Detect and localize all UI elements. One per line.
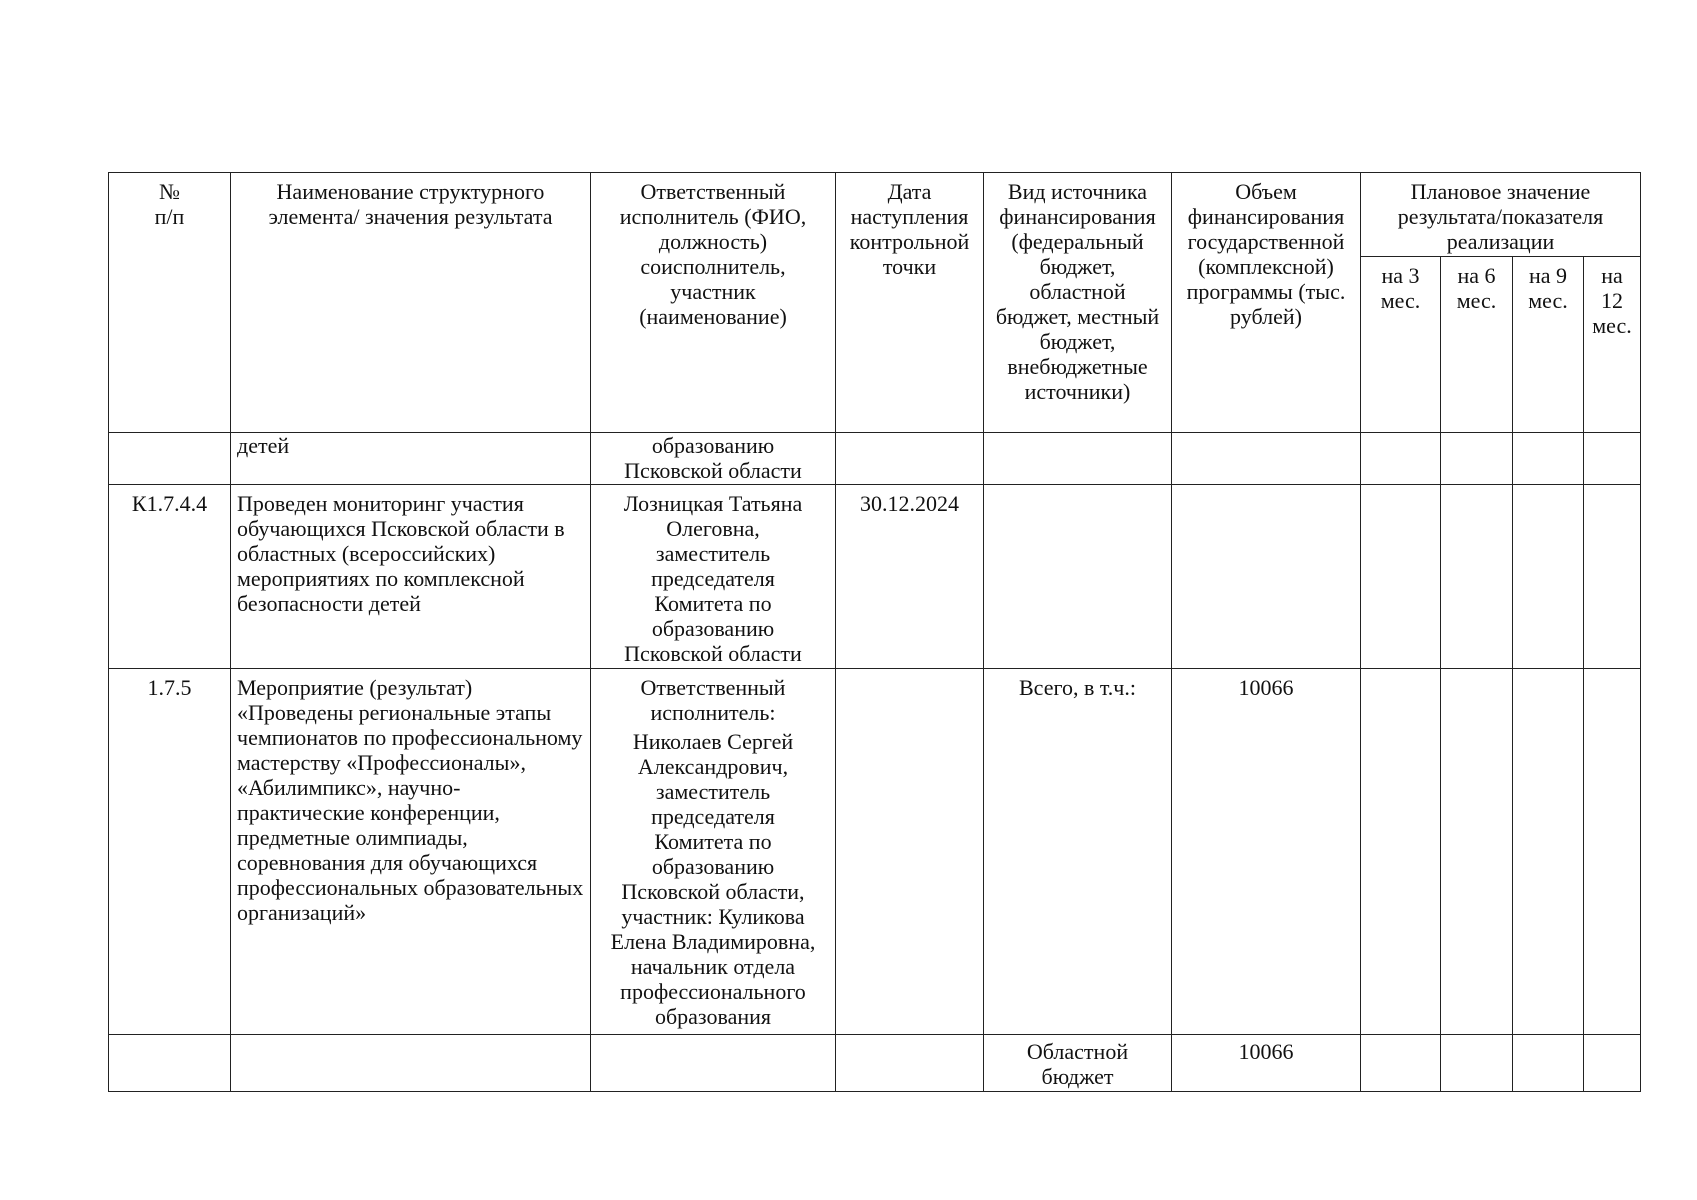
responsible-line: заместитель <box>655 779 771 804</box>
header-row <box>109 173 1641 257</box>
header-source: Вид источника финансирования (федеральный бюджет, областной бюджет, местный бюджет, внебюджетные источники) <box>984 173 1172 433</box>
row-source: Областной бюджет <box>984 1035 1172 1092</box>
row-date <box>836 433 984 485</box>
header-date: Дата наступления контрольной точки <box>836 173 984 433</box>
responsible-line: образования <box>654 1004 772 1029</box>
row-volume: 10066 <box>1172 1035 1361 1092</box>
row-responsible <box>591 485 836 669</box>
row-period-9 <box>1513 1035 1584 1092</box>
row-period-12 <box>1584 485 1641 669</box>
row-date <box>836 1035 984 1092</box>
responsible-line: Лозницкая Татьяна <box>623 491 803 516</box>
responsible-line: Елена Владимировна, <box>610 929 816 954</box>
row-period-6 <box>1441 1035 1513 1092</box>
responsible-line: Псковской области <box>624 458 802 483</box>
table-row <box>109 433 1641 485</box>
row-volume <box>1172 485 1361 669</box>
header-name: Наименование структурного элемента/ значения результата <box>231 173 591 433</box>
row-period-12 <box>1584 1035 1641 1092</box>
responsible-line: образованию <box>651 854 775 879</box>
row-source <box>984 485 1172 669</box>
row-name: Мероприятие (результат) «Проведены региональные этапы чемпионатов по профессиональному мастерству «Профессионалы», «Абилимпикс», научно-практические конференции, предметные олимпиады, соревнования для обучающихся профессиональных образовательных организаций» <box>231 669 591 1035</box>
responsible-line: Александрович, <box>637 754 789 779</box>
responsible-line: заместитель <box>655 541 771 566</box>
header-volume: Объем финансирования государственной (комплексной) программы (тыс. рублей) <box>1172 173 1361 433</box>
row-num <box>109 1035 231 1092</box>
header-num-line-2: п/п <box>154 204 185 229</box>
row-period-12 <box>1584 669 1641 1035</box>
header-period-9: на 9 мес. <box>1513 257 1584 433</box>
document-page <box>108 172 1641 1092</box>
responsible-line: образованию <box>651 433 775 458</box>
header-period-12: на 12 мес. <box>1584 257 1641 433</box>
header-period-6: на 6 мес. <box>1441 257 1513 433</box>
responsible-line: Олеговна, <box>666 516 760 541</box>
row-source: Всего, в т.ч.: <box>984 669 1172 1035</box>
row-period-6 <box>1441 669 1513 1035</box>
responsible-line: председателя <box>651 804 775 829</box>
row-period-6 <box>1441 485 1513 669</box>
row-name <box>231 1035 591 1092</box>
responsible-line: участник: Куликова <box>621 904 805 929</box>
responsible-head-line: исполнитель: <box>650 700 776 725</box>
row-period-3 <box>1361 1035 1441 1092</box>
row-source <box>984 433 1172 485</box>
row-period-12 <box>1584 433 1641 485</box>
header-planned: Плановое значение результата/показателя реализации <box>1361 173 1641 257</box>
responsible-head-line: Ответственный <box>640 675 786 700</box>
row-responsible <box>591 669 836 1035</box>
header-num-line-1: № <box>159 179 180 204</box>
responsible-line: профессионального <box>620 979 806 1004</box>
responsible-line: Николаев Сергей <box>632 729 794 754</box>
responsible-line: Псковской области, <box>621 879 805 904</box>
responsible-line: Комитета по <box>654 829 772 854</box>
header-num <box>109 173 231 433</box>
responsible-line: образованию <box>651 616 775 641</box>
row-period-9 <box>1513 433 1584 485</box>
responsible-line: начальник отдела <box>630 954 796 979</box>
table-row <box>109 485 1641 669</box>
row-period-3 <box>1361 433 1441 485</box>
responsible-line: председателя <box>651 566 775 591</box>
row-volume <box>1172 433 1361 485</box>
row-num: К1.7.4.4 <box>109 485 231 669</box>
row-name: детей <box>231 433 591 485</box>
row-period-9 <box>1513 669 1584 1035</box>
row-responsible <box>591 1035 836 1092</box>
row-date: 30.12.2024 <box>836 485 984 669</box>
header-responsible: Ответственный исполнитель (ФИО, должность) соисполнитель, участник (наименование) <box>591 173 836 433</box>
responsible-line: Псковской области <box>624 641 802 666</box>
header-period-3: на 3 мес. <box>1361 257 1441 433</box>
row-num <box>109 433 231 485</box>
row-num: 1.7.5 <box>109 669 231 1035</box>
table-row <box>109 1035 1641 1092</box>
row-volume: 10066 <box>1172 669 1361 1035</box>
table-row <box>109 669 1641 1035</box>
row-period-9 <box>1513 485 1584 669</box>
row-period-3 <box>1361 669 1441 1035</box>
plan-table <box>108 172 1641 1092</box>
row-date <box>836 669 984 1035</box>
row-responsible <box>591 433 836 485</box>
row-name: Проведен мониторинг участия обучающихся Псковской области в областных (всероссийских) мероприятиях по комплексной безопасности детей <box>231 485 591 669</box>
row-period-6 <box>1441 433 1513 485</box>
responsible-line: Комитета по <box>654 591 772 616</box>
row-period-3 <box>1361 485 1441 669</box>
